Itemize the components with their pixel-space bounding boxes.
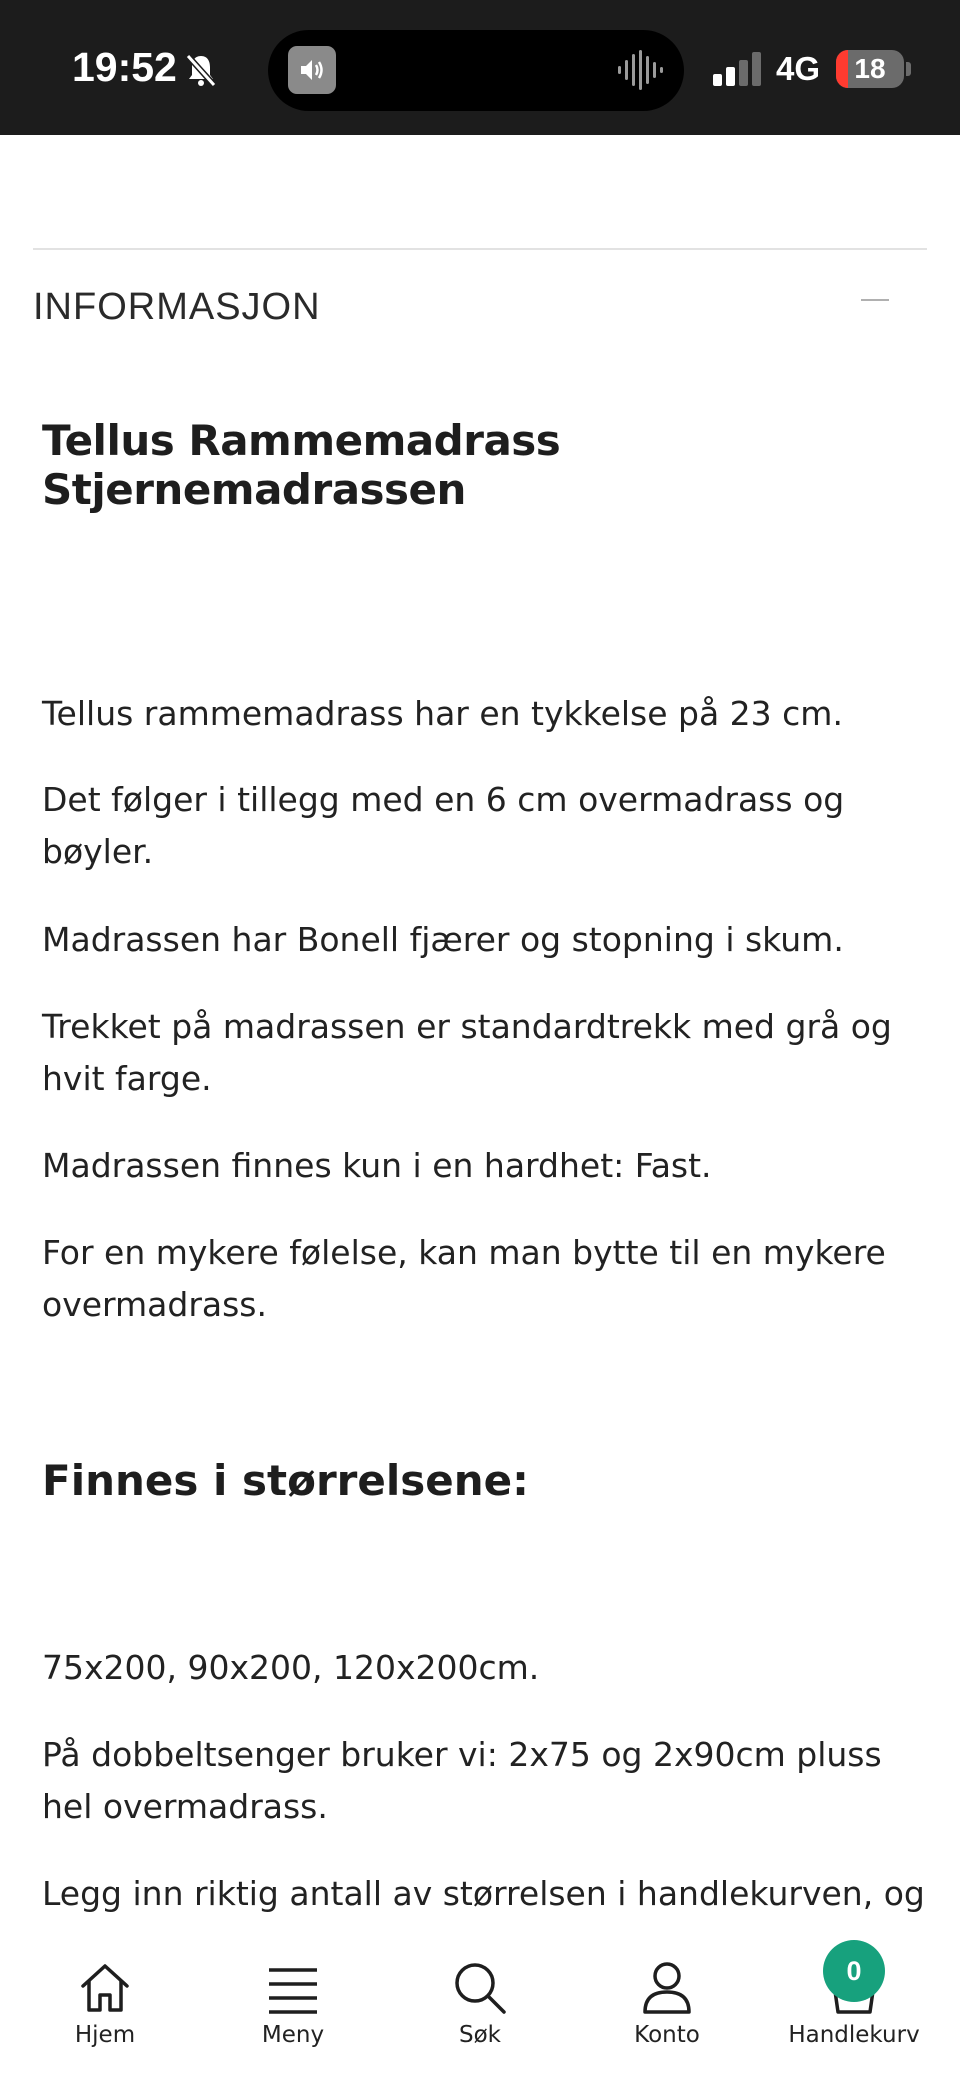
information-accordion-header[interactable] <box>33 280 927 350</box>
bell-slash-icon <box>183 52 219 88</box>
battery-cap <box>906 62 911 76</box>
description-paragraph: Madrassen finnes kun i en hardhet: Fast. <box>42 1146 712 1185</box>
nav-label-home: Hjem <box>74 2022 136 2048</box>
nav-item-home[interactable] <box>30 1918 180 2058</box>
section-divider <box>33 248 927 250</box>
user-icon <box>639 1960 695 2016</box>
description-paragraph: Trekket på madrassen er standardtrekk med grå og hvit farge. <box>42 1007 892 1098</box>
nav-label-menu: Meny <box>261 2022 325 2048</box>
description-paragraph: For en mykere følelse, kan man bytte til en mykere overmadrass. <box>42 1233 886 1324</box>
nav-label-cart: Handlekurv <box>788 2022 920 2048</box>
sizes-paragraph: Legg inn riktig antall av størrelsen i handlekurven, og <box>42 1874 925 1913</box>
cellular-signal-icon <box>713 52 763 86</box>
audio-wave-icon <box>616 48 664 92</box>
network-type: 4G <box>776 50 821 87</box>
nav-label-account: Konto <box>634 2022 700 2048</box>
section-title: INFORMASJON <box>33 286 321 328</box>
bottom-navigation <box>0 1918 960 2086</box>
description-paragraph: Tellus rammemadrass har en tykkelse på 23 cm. <box>42 694 843 733</box>
menu-icon <box>265 1960 321 2016</box>
nav-item-menu[interactable] <box>218 1918 368 2058</box>
speaker-icon <box>288 46 336 94</box>
description-paragraph: Madrassen har Bonell fjærer og stopning i skum. <box>42 920 844 959</box>
home-icon <box>77 1960 133 2016</box>
sizes-heading: Finnes i størrelsene: <box>42 1456 529 1505</box>
nav-item-account[interactable] <box>592 1918 742 2058</box>
nav-label-search: Søk <box>459 2022 501 2048</box>
battery-percentage: 18 <box>854 53 886 84</box>
nav-item-search[interactable] <box>405 1918 555 2058</box>
sizes-paragraph: 75x200, 90x200, 120x200cm. <box>42 1648 540 1687</box>
product-title: Tellus Rammemadrass Stjernemadrassen <box>42 416 561 514</box>
status-time: 19:52 <box>72 44 177 90</box>
status-bar <box>0 0 960 135</box>
sizes-paragraph: På dobbeltsenger bruker vi: 2x75 og 2x90cm pluss hel overmadrass. <box>42 1735 882 1826</box>
cart-count-badge[interactable]: 0 <box>823 1940 885 2002</box>
collapse-icon[interactable] <box>861 299 889 301</box>
dynamic-island <box>268 30 684 111</box>
description-paragraph: Det følger i tillegg med en 6 cm overmadrass og bøyler. <box>42 780 845 871</box>
battery-icon <box>836 50 904 88</box>
search-icon <box>452 1960 508 2016</box>
